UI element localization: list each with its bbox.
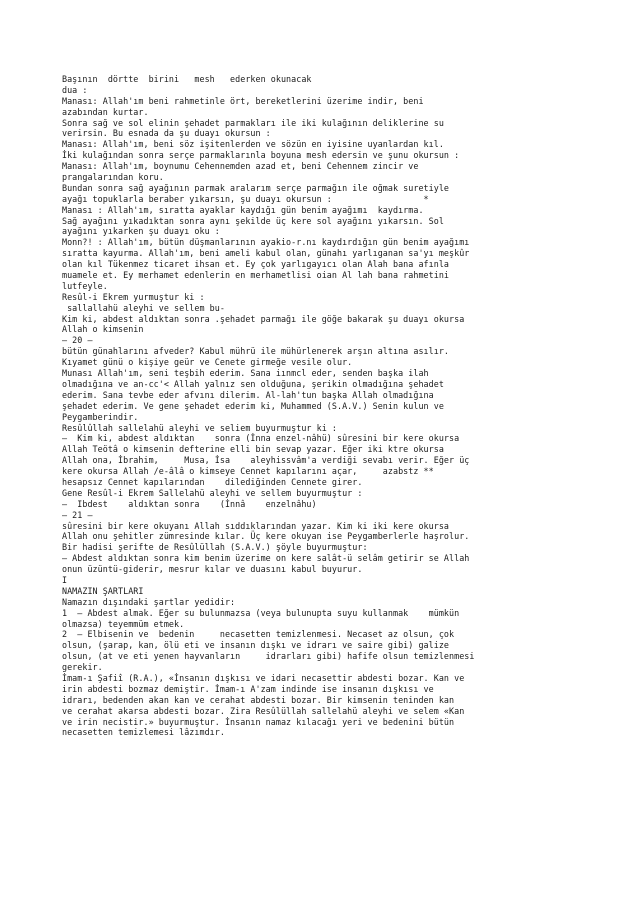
text-line: Resûl-i Ekrem yurmuştur ki : — [62, 291, 205, 302]
text-line: Kıyamet günü o kişiye geür ve Cenete girmeğe vesile olur. — [62, 357, 353, 368]
document-page — [62, 74, 632, 738]
text-line: Munası Allah'ım, seni teşbih ederim. Sana iınmcl eder, senden başka ilah — [62, 368, 429, 379]
text-line: Monn?! : Allah'ım, bütün düşmanlarının ayakio-r.nı kaydırdığın gün benim ayağımı — [62, 237, 470, 248]
text-line: kere okursa Allah /e-âlâ o kimseye Cennet kapılarını açar, azabstz ** — [62, 466, 434, 477]
text-line: — Ibdest aldıktan sonra (İnnâ enzelnâhu) — [62, 498, 317, 509]
text-line: verirsin. Bu esnada da şu duayı okursun : — [62, 128, 271, 139]
text-line: 2 — Elbisenin ve bedenin necasetten temizlenmesi. Necaset az olsun, çok — [62, 629, 455, 640]
text-line: Peygamberindir. — [62, 411, 139, 422]
text-line: 1 — Abdest almak. Eğer su bulunmazsa (veya bulunupta suyu kullanmak mümkün — [62, 607, 460, 618]
text-line: Manası: Allah'ım, beni söz işitenlerden ve sözün en iyisine uyanlardan kıl. — [62, 139, 444, 150]
text-line: onun üzüntü-giderir, mesrur kılar ve duasını kabul buyurur. — [62, 564, 363, 575]
text-line: — 21 — — [62, 509, 93, 520]
text-line: — Abdest aldıktan sonra kim benim üzerime on kere salât-ü selâm getirir se Allah — [62, 553, 470, 564]
text-line: şehadet ederim. Ve gene şehadet ederim ki, Muhammed (S.A.V.) Senin kulun ve — [62, 400, 444, 411]
text-line: ve irin necistir.» buyurmuştur. İnsanın namaz kılacağı yeri ve bedenini bütün — [62, 716, 455, 727]
text-line: dua : — [62, 84, 88, 95]
text-line: necasetten temizlemesi lâzımdır. — [62, 727, 225, 738]
text-line: Allah o kimsenin — [62, 324, 144, 335]
text-line: Allah ona, İbrahim, Musa, İsa aleyhissvâm'a verdiği sevabı verir. Eğer üç — [62, 455, 470, 466]
text-line: ederim. Sana tevbe eder afvını dilerim. Al-lah'tun başka Allah olmadığına — [62, 389, 434, 400]
text-line: hesapsız Cennet kapılarından dilediğinden Cennete girer. — [62, 476, 363, 487]
text-line: Resûlûllah sallelahü aleyhi ve seliem buyurmuştur ki : — [62, 422, 337, 433]
text-line: olan kıl Tükenmez ticaret ihsan et. Ey çok yarlıgayıcı olan Alah bana afınla — [62, 259, 450, 270]
text-line: Başının dörtte birini mesh ederken okunacak — [62, 74, 312, 84]
text-line: Manası: Allah'ım beni rahmetinle ört, bereketlerini üzerime indir, beni — [62, 95, 424, 106]
text-line: bütün günahlarını afveder? Kabul mührü ile mühürlenerek arşın altına asılır. — [62, 346, 450, 357]
text-line: ayağı topuklarla beraber yıkarsın, şu duayı okursun : * — [62, 193, 429, 204]
text-line: Manası : Allah'ım, sıratta ayaklar kaydığı gün benim ayağımı kaydırma. — [62, 204, 424, 215]
text-line: — Kim ki, abdest aldıktan sonra (İnna enzel-nâhü) sûresini bir kere okursa — [62, 433, 460, 444]
text-line: prangalarından koru. — [62, 172, 164, 183]
text-line: idrarı, bedenden akan kan ve cerahat abdesti bozar. Bir kimsenin teninden kan — [62, 694, 455, 705]
text-line: Sağ ayağını yıkadıktan sonra aynı şekilde üç kere sol ayağını yıkarsın. Sol — [62, 215, 444, 226]
text-line: sıratta kayurma. Allah'ım, beni ameli kabul olan, günahı yarlıganan sa'yı meşkûr — [62, 248, 470, 259]
text-line: Kim ki, abdest aldıktan sonra .şehadet parmağı ile göğe bakarak şu duayı okursa — [62, 313, 465, 324]
text-line: Bundan sonra sağ ayağının parmak aralarım serçe parmağın ile oğmak suretiyle — [62, 182, 450, 193]
text-line: sallallahü aleyhi ve sellem bu- — [62, 302, 225, 313]
text-line: irin abdesti bozmaz demiştir. İmam-ı A'zam indinde ise insanın dışkısı ve — [62, 683, 434, 694]
text-line: olmazsa) teyemmüm etmek. — [62, 618, 185, 629]
text-line: sûresini bir kere okuyanı Allah sıddıklarından yazar. Kim ki iki kere okursa — [62, 520, 450, 531]
text-line: Allah Teötâ o kimsenin defterine elli bin sevap yazar. Eğer iki ktre okursa — [62, 444, 444, 455]
text-line: Manası: Allah'ım, boynumu Cehennemden azad et, beni Cehennem zincir ve — [62, 161, 419, 172]
text-line: gerekir. — [62, 662, 103, 673]
text-line: olmadığına ve an-cc'< Allah yalnız sen olduğuna, şerikin olmadığına şehadet — [62, 378, 444, 389]
text-line: Allah onu şehitler zümresinde kılar. Üç kere okuyan ise Peygamberlerle haşrolur. — [62, 531, 470, 542]
text-line: İmam-ı Şafiî (R.A.), «İnsanın dışkısı ve idari necasettir abdesti bozar. Kan ve — [62, 672, 465, 683]
text-line: Sonra sağ ve sol elinin şehadet parmakları ile iki kulağının deliklerine su — [62, 117, 444, 128]
text-line: olsun, (şarap, kan, ölü eti ve insanın dışkı ve idrarı ve saire gibi) galize — [62, 640, 450, 651]
text-line: ve cerahat akarsa abdesti bozar. Zira Resûlüllah sallelahü aleyhi ve selem «Kan — [62, 705, 465, 716]
text-line: I — [62, 574, 68, 585]
text-line: NAMAZIN ŞARTLARI — [62, 585, 144, 596]
text-line: olsun, (at ve eti yenen hayvanların idrarları gibi) hafife olsun temizlenmesi — [62, 651, 475, 662]
text-line: azabından kurtar. — [62, 106, 149, 117]
text-line: Bir hadisi şerifte de Resûlüllah (S.A.V.) şöyle buyurmuştur: — [62, 542, 368, 553]
text-line: İki kulağından sonra serçe parmaklarınla boyuna mesh edersin ve şunu okursun : — [62, 150, 460, 161]
text-line: Namazın dışındaki şartlar yedidir: — [62, 596, 236, 607]
text-line: muamele et. Ey merhamet edenlerin en merhametlisi oian Al lah bana rahmetini — [62, 270, 450, 281]
text-line: lutfeyle. — [62, 280, 108, 291]
text-line: — 20 — — [62, 335, 93, 346]
text-line: Gene Resûl-i Ekrem Sallelahü aleyhi ve sellem buyurmuştur : — [62, 487, 363, 498]
text-line: ayağını yıkarken şu duayı oku : — [62, 226, 220, 237]
